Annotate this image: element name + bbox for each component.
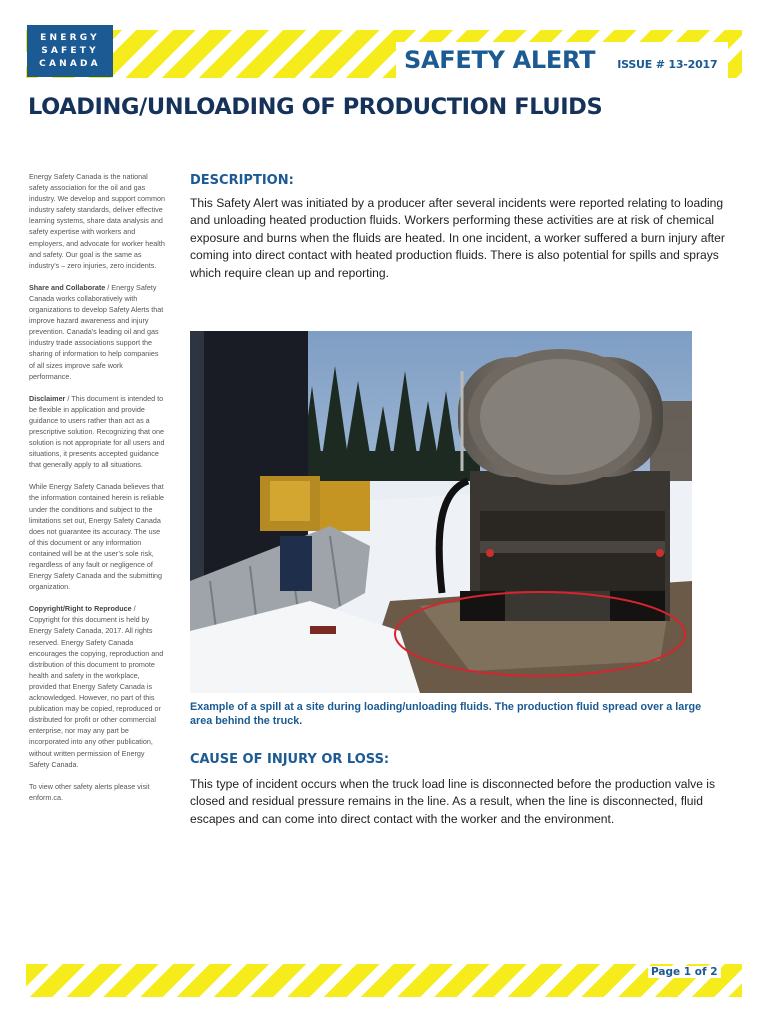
copyright-text: / Copyright for this document is held by Energy Safety Canada, 2017. All rights reserved. Energy Safety Canada encourages the copying, reproduction and distribution of this document to promote health and safety in the workplace, provided that Energy Safety Canada is acknowledged. However, no part of this publication may be copied, reproduced or distributed for profit or other commercial enterprise, nor may any part be incorporated into any other publication, without written permission of Energy Safety Canada. [29, 604, 164, 769]
cause-text: This type of incident occurs when the truck load line is disconnected before the production valve is closed and residual pressure remains in the line. As a result, when the line is disconnected, fluid escapes and can come into direct contact with the worker and the environment. [190, 777, 716, 826]
energy-safety-canada-logo [27, 25, 113, 77]
safety-alert-label: SAFETY ALERT [404, 46, 596, 74]
logo-line-2: SAFETY [41, 45, 99, 56]
share-text: / Energy Safety Canada works collaboratively with organizations to develop Safety Alerts that improve hazard awareness and injury prevention. Canada's leading oil and gas industry trade associations support the sharing of information to help companies of all sizes improve safe work performance. [29, 282, 164, 381]
hazard-stripe-bottom [26, 964, 742, 997]
sidebar-view-other: To view other safety alerts please visit enform.ca. [29, 781, 150, 802]
sidebar-about: Energy Safety Canada is the national safety association for the oil and gas industry. We develop and support common industry safety standards, deliver effective learning systems, share data analysis and safety expertise with workers and employers, and advocate for worker health and safety. Our goal is the same as industry’s – zero injuries, zero incidents. [29, 172, 165, 270]
logo-line-1: ENERGY [40, 32, 100, 43]
logo-line-3: CANADA [39, 58, 101, 69]
description-text: This Safety Alert was initiated by a producer after several incidents were reported relating to loading and unloading heated production fluids. Workers performing these activities are at risk of chemical exposure and burns when the fluids are heated. In one incident, a worker suffered a burn injury after coming into direct contact with heated production fluids. There is also potential for spills and sprays which require clean up and reporting. [190, 196, 725, 280]
page-title: LOADING/UNLOADING OF PRODUCTION FLUIDS [28, 94, 603, 120]
sidebar-disclaimer [29, 393, 165, 471]
share-heading: Share and Collaborate [29, 282, 106, 292]
sidebar-share [29, 282, 165, 382]
alert-header [396, 42, 728, 78]
sidebar [29, 171, 165, 814]
disclaimer-text: / This document is intended to be flexible in application and provide guidance to users rather than act as a prescriptive solution. Recognizing that one solution is not appropriate for all users and situations, it presents accepted guidance that generally apply to all situations. [29, 393, 165, 470]
description-heading: DESCRIPTION: [190, 173, 294, 188]
issue-number: ISSUE # 13-2017 [617, 57, 718, 71]
sidebar-copyright [29, 603, 165, 769]
cause-heading: CAUSE OF INJURY OR LOSS: [190, 752, 390, 767]
copyright-heading: Copyright/Right to Reproduce [29, 604, 132, 614]
page-number: Page 1 of 2 [648, 966, 721, 978]
spill-photo [190, 331, 692, 693]
photo-caption: Example of a spill at a site during loading/unloading fluids. The production fluid spread over a large area behind the truck. [190, 701, 702, 728]
sidebar-reliability: While Energy Safety Canada believes that the information contained herein is reliable under the conditions and subject to the limitations set out, Energy Safety Canada does not guarantee its accuracy. The use of this document or any information contained will be at the user’s sole risk, regardless of any fault or negligence of Energy Safety Canada and the submitting organization. [29, 482, 165, 592]
disclaimer-heading: Disclaimer [29, 393, 66, 403]
